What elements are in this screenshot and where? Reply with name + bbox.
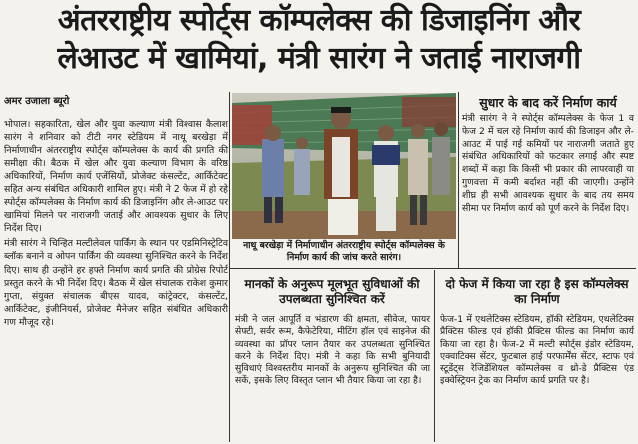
column-divider xyxy=(229,92,230,442)
box-divider xyxy=(434,270,435,442)
main-story-paragraph-2: मंत्री सारंग ने चिन्हित मल्टीलेवल पार्किंग के स्थान पर एडमिनिस्ट्रेटिव ब्लॉक बनाने व ओपन पार्किंग की व्यवस्था सुनिश्चित करने के निर्देश दिए। साथ ही उन्होंने हर हफ्ते निर्माण कार्य प्रगति की प्रोग्रेस रिपोर्ट प्रस्तुत करने के भी निर्देश दिए। बैठक में खेल संचालक राकेश कुमार गुप्ता, संयुक्त संचालक बीएस यादव, कांट्रेक्टर, कंसल्टेंट, आर्किटेक्ट, इंजीनियर्स, प्रोजेक्ट मैनेजर सहित संबंधित अधिकारी गण मौजूद रहे। xyxy=(4,238,228,328)
side-story-title: सुधार के बाद करें निर्माण कार्य xyxy=(479,95,617,110)
side-story-body: मंत्री सारंग ने ने स्पोर्ट्स कॉम्पलेक्स के फेज 1 व फेज 2 में चल रहे निर्माण कार्य की डिजाइन और ले-आउट में पाई गई कमियों पर नाराजगी जताते हुए संबंधित अधिकारियों को फटकार लगाई और स्पष्ट शब्दों में कहा कि किसी भी प्रकार की लापरवाही या गुणवत्ता में कमी बर्दाश्त नहीं की जाएगी। उन्होंने शीघ्र ही सभी आवश्यक सुधार के बाद तय समय सीमा पर निर्माण कार्य को पूर्ण करने के निर्देश दिए। xyxy=(462,113,634,214)
byline: अमर उजाला ब्यूरो xyxy=(4,96,70,107)
main-story-column xyxy=(4,118,228,329)
box-top-rule xyxy=(230,268,636,269)
headline-line-1: अंतरराष्ट्रीय स्पोर्ट्स कॉम्पलेक्स की डिजाइनिंग और xyxy=(57,3,581,38)
column-divider xyxy=(458,92,459,268)
headline-line-2: लेआउट में खामियां, मंत्री सारंग ने जताई नाराजगी xyxy=(57,41,581,76)
photo-caption: नाथू बरखेड़ा में निर्माणाधीन अंतरराष्ट्रीय स्पोर्ट्स कॉम्पलेक्स के निर्माण कार्य की जांच करते सारंग। xyxy=(243,240,445,263)
box-middle-title: मानकों के अनुरूप मूलभूत सुविधाओं की उपलब्धता सुनिश्चित करें xyxy=(244,277,420,306)
headline xyxy=(4,2,634,78)
box-middle-body: मंत्री ने जल आपूर्ति व भंडारण की क्षमता, सीवेज, फायर सेफ्टी, सर्वर रूम, कैफेटेरिया, मीटिंग हॉल एवं साइनेज की व्यवस्था का प्रॉपर प्लान तैयार कर उपलब्धता सुनिश्चित करने के निर्देश दिए। मंत्री ने कहा कि सभी बुनियादी सुविधाएं विश्वस्तरीय मानकों के अनुरूप सुनिश्चित की जा सकें, इसके लिए विस्तृत प्लान भी तैयार किया जा रहा है। xyxy=(235,314,430,387)
stadium-photo-illustration xyxy=(232,93,456,239)
box-right-title: दो फेज में किया जा रहा है इस कॉम्पलेक्स का निर्माण xyxy=(445,277,629,306)
box-right-body: फेज-1 में एथलेटिक्स स्टेडियम, हॉकी स्टेडियम, एथलेटिक्स प्रैक्टिस फील्ड एवं हॉकी प्रैक्टिस फील्ड का निर्माण कार्य किया जा रहा है। फेज-2 में मल्टी स्पोर्ट्स इंडोर स्टेडियम, एक्वाटिक्स सेंटर, फुटबाल हाई परफार्मेंस सेंटर, स्टाफ एवं स्टूडेंट्स रेजिडेंशियल कॉम्पलेक्स व थ्रो-डे प्रैक्टिस एंड इक्वेस्ट्रियन ट्रेक का निर्माण कार्य प्रगति पर है। xyxy=(440,314,634,387)
main-story-paragraph-1: भोपाल। सहकारिता, खेल और युवा कल्याण मंत्री विश्वास कैलाश सारंग ने शनिवार को टीटी नगर स्टेडियम में नाथू बरखेड़ा में निर्माणाधीन अंतरराष्ट्रीय स्पोर्ट्स कॉम्पलेक्स के कार्य की प्रगति की समीक्षा की। बैठक में खेल और युवा कल्याण विभाग के वरिष्ठ अधिकारियों, निर्माण कार्य एजेंसियों, प्रोजेक्ट कंसल्टेंट, आर्किटेक्ट सहित अन्य संबंधित अधिकारी शामिल हुए। मंत्री ने 2 फेज में हो रहे स्पोर्ट्स कॉम्पलेक्स के निर्माण कार्य की डिजाइनिंग और ले-आउट पर खामियां मिलने पर नाराजगी जताई और आवश्यक सुधार के लिए निर्देश दिए। xyxy=(4,119,228,235)
news-photo xyxy=(232,93,456,239)
